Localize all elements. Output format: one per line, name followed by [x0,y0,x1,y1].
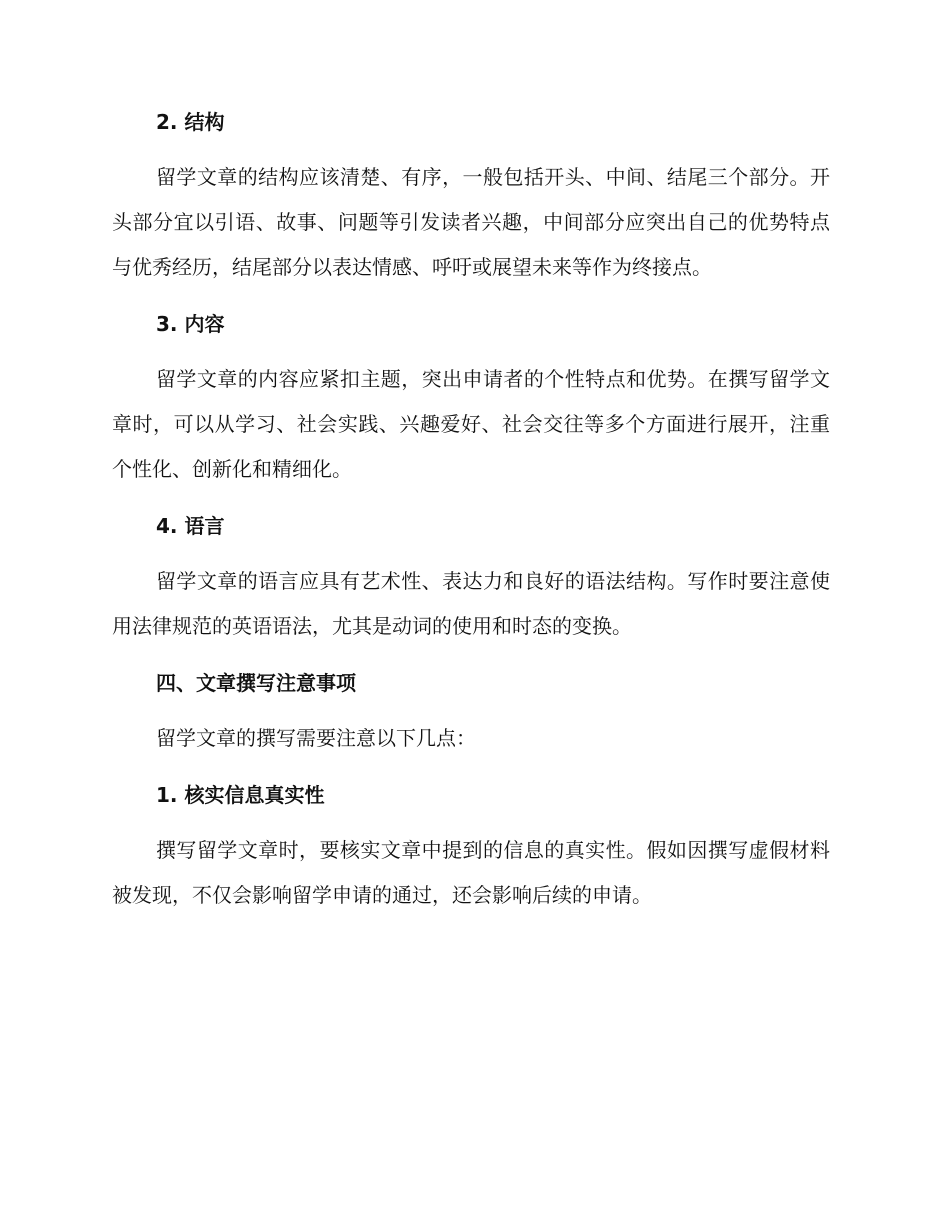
section-heading-verify-info: 1. 核实信息真实性 [156,783,325,807]
chapter-intro-paragraph: 留学文章的撰写需要注意以下几点： [156,726,476,750]
section-paragraph-verify-info: 撰写留学文章时，要核实文章中提到的信息的真实性。假如因撰写虚假材料被发现，不仅会影响留学申请的通过，还会影响后续的申请。 [112,838,830,907]
section-heading-content: 3. 内容 [156,312,225,336]
section-paragraph-structure: 留学文章的结构应该清楚、有序，一般包括开头、中间、结尾三个部分。开头部分宜以引语、故事、问题等引发读者兴趣，中间部分应突出自己的优势特点与优秀经历，结尾部分以表达情感、呼吁或展望未来等作为终接点。 [112,165,830,279]
section-paragraph-language: 留学文章的语言应具有艺术性、表达力和良好的语法结构。写作时要注意使用法律规范的英语语法，尤其是动词的使用和时态的变换。 [112,569,830,638]
section-heading-structure: 2. 结构 [156,110,225,134]
section-heading-language: 4. 语言 [156,514,225,538]
chapter-heading-writing-notes: 四、文章撰写注意事项 [156,671,356,695]
section-paragraph-content: 留学文章的内容应紧扣主题，突出申请者的个性特点和优势。在撰写留学文章时，可以从学习、社会实践、兴趣爱好、社会交往等多个方面进行展开，注重个性化、创新化和精细化。 [112,367,830,481]
document-page [112,100,830,918]
